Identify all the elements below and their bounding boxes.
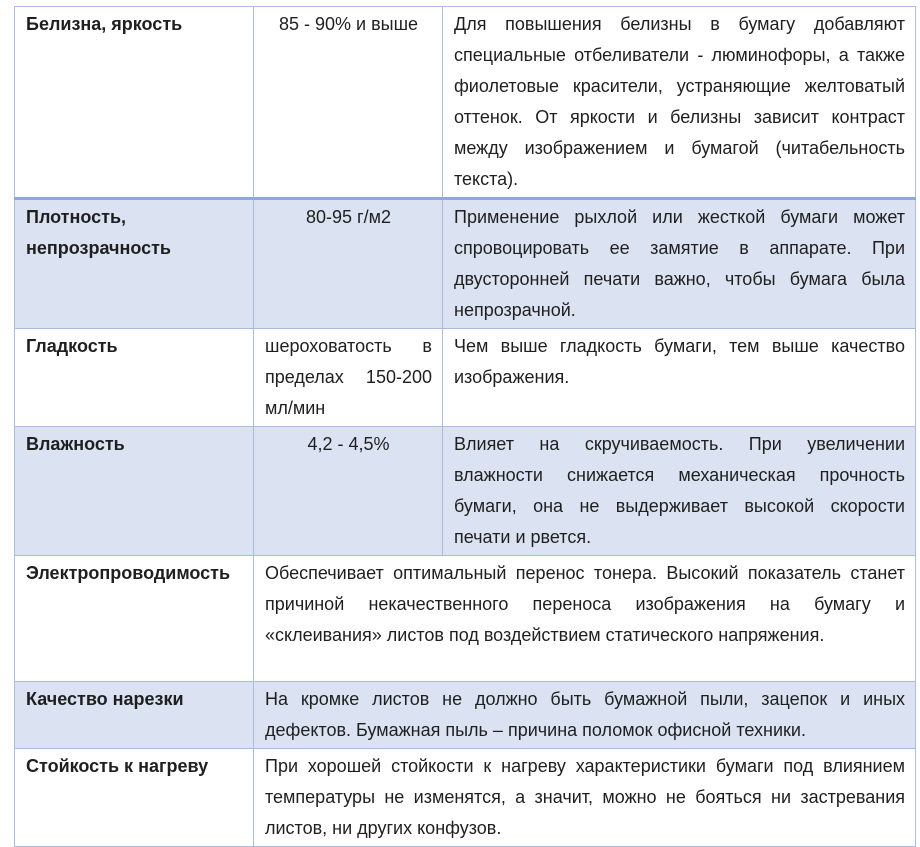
property-name: Белизна, яркость bbox=[15, 7, 254, 199]
table-row bbox=[15, 556, 916, 682]
property-description: Чем выше гладкость бумаги, тем выше качество изображения. bbox=[443, 329, 916, 427]
property-name: Плотность, непрозрачность bbox=[15, 199, 254, 329]
property-value: шероховатость в пределах 150-200 мл/мин bbox=[254, 329, 443, 427]
property-value: 80-95 г/м2 bbox=[254, 199, 443, 329]
table-row bbox=[15, 329, 916, 427]
table-row bbox=[15, 682, 916, 749]
property-name: Стойкость к нагреву bbox=[15, 749, 254, 847]
property-description: Обеспечивает оптимальный перенос тонера. Высокий показатель станет причиной некачественного переноса изображения на бумагу и «склеивания» листов под воздействием статического напряжения. bbox=[254, 556, 916, 682]
property-value: 85 - 90% и выше bbox=[254, 7, 443, 199]
table-row bbox=[15, 749, 916, 847]
table-row bbox=[15, 427, 916, 556]
property-description: Влияет на скручиваемость. При увеличении влажности снижается механическая прочность бумаги, она не выдерживает высокой скорости печати и рвется. bbox=[443, 427, 916, 556]
property-name: Качество нарезки bbox=[15, 682, 254, 749]
property-name: Влажность bbox=[15, 427, 254, 556]
property-description: Применение рыхлой или жесткой бумаги может спровоцировать ее замятие в аппарате. При двусторонней печати важно, чтобы бумага была непрозрачной. bbox=[443, 199, 916, 329]
property-description: При хорошей стойкости к нагреву характеристики бумаги под влиянием температуры не изменятся, а значит, можно не бояться ни застревания листов, ни других конфузов. bbox=[254, 749, 916, 847]
paper-properties-table bbox=[14, 6, 916, 847]
property-value: 4,2 - 4,5% bbox=[254, 427, 443, 556]
property-name: Гладкость bbox=[15, 329, 254, 427]
property-name: Электропроводимость bbox=[15, 556, 254, 682]
table-row bbox=[15, 199, 916, 329]
table-row bbox=[15, 7, 916, 199]
property-description: Для повышения белизны в бумагу добавляют специальные отбеливатели - люминофоры, а также фиолетовые красители, устраняющие желтоватый оттенок. От яркости и белизны зависит контраст между изображением и бумагой (читабельность текста). bbox=[443, 7, 916, 199]
property-description: На кромке листов не должно быть бумажной пыли, зацепок и иных дефектов. Бумажная пыль – причина поломок офисной техники. bbox=[254, 682, 916, 749]
